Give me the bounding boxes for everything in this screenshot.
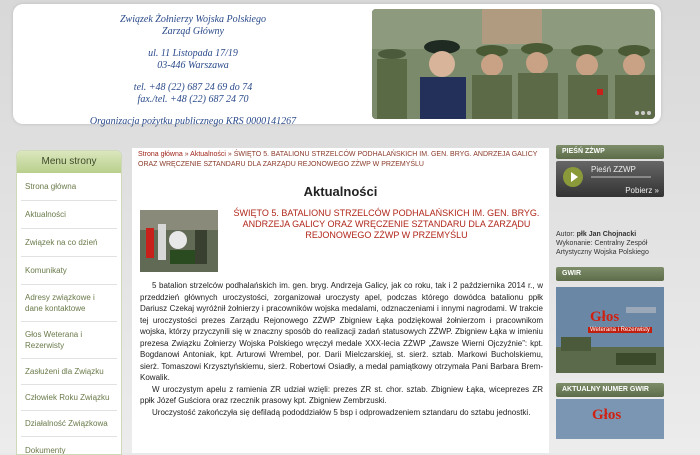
- org-city: 03-446 Warszawa: [157, 60, 229, 71]
- breadcrumb-news[interactable]: Aktualności: [190, 151, 226, 158]
- gwir-box-header: GWIR: [556, 267, 664, 281]
- sidebar-item-activity[interactable]: Działalność Związkowa: [21, 411, 117, 437]
- right-sidebar: [556, 145, 664, 439]
- song-credits: [556, 230, 664, 257]
- current-issue-header: AKTUALNY NUMER GWIR: [556, 383, 664, 397]
- author-label: Autor:: [556, 231, 575, 238]
- sidebar-item-home[interactable]: Strona główna: [21, 173, 117, 201]
- org-phone: tel. +48 (22) 687 24 69 do 74: [133, 82, 253, 93]
- issue-logo: Głos: [592, 407, 622, 423]
- page-title: Aktualności: [303, 184, 378, 199]
- org-board: Zarząd Główny: [162, 26, 224, 37]
- soldiers-illustration: [372, 9, 655, 119]
- sidebar-list: [17, 173, 121, 455]
- article-paragraph: W uroczystym apelu z ramienia ZR udział wzięli: prezes ZR st. chor. sztab. Zbigniew Łąka, wiceprezes ZR ppłk Józef Guściora oraz rzecznik prasowy kpt. Zbigniew Zembrzuski.: [140, 384, 543, 405]
- audio-player: [556, 161, 664, 197]
- breadcrumb-current: ŚWIĘTO 5. BATALIONU STRZELCÓW PODHALAŃSKICH IM. GEN. BRYG. ANDRZEJA GALICY ORAZ WRĘCZENIE SZTANDARU DLA ZARZĄDU REJONOWEGO ZŻWP W PRZEMYŚLU: [138, 151, 538, 168]
- main-content: [132, 148, 549, 453]
- org-krs: Organizacja pożytku publicznego KRS 0000141267: [89, 116, 297, 127]
- download-link[interactable]: Pobierz »: [625, 186, 659, 195]
- author-name: płk Jan Chojnacki: [576, 231, 637, 238]
- article-paragraph: 5 batalion strzelców podhalańskich im. gen. bryg. Andrzeja Galicy, jak co roku, tak i 2 października 2014 r., w przeddzień głównych uroczystości, zorganizował uroczysty apel, podczas którego dowódca batalionu ppłk Dariusz Czekaj wyróżnił żołnierzy i pracowników wojska medalami, odznaczeniami i innymi nagrodami. W trakcie tej uroczystości prezes Zarządu Rejonowego ZŻWP Zbigniew Łąka podziękował żołnierzom i pracownikom wojska, którzy przyczynili się w znaczny sposób do realizacji zadań statusowych ZŻWP. Zbigniew Łąka w imieniu prezesa Związku Żołnierzy Wojska Polskiego wręczył medale XXX-lecia ZŻWP „Zawsze Wierni Ojczyźnie”: kpt. Bogdanowi Antoniak, kpt. Arturowi Wrembel, por. Darii Mielczarskiej, st. sierż. sztab. Markowi Bucholskiemu, sierż. Tomaszowi Krzysztyńskiemu, sierż. Robertowi Osiadły, a medal pamiątkowy otrzymała Pani Barbara Brem-Kowalik.: [140, 281, 543, 382]
- gwir-logo-subtitle: Weterana i Rezerwisty: [590, 327, 650, 333]
- article-photo[interactable]: [140, 210, 218, 272]
- org-street: ul. 11 Listopada 17/19: [148, 48, 238, 59]
- sidebar-item-merited[interactable]: Zasłużeni dla Związku: [21, 359, 117, 385]
- breadcrumb-separator: »: [225, 151, 234, 158]
- sidebar-item-announcements[interactable]: Komunikaty: [21, 257, 117, 285]
- track-title: Pieśń ZZWP: [591, 165, 636, 174]
- sidebar-item-addresses[interactable]: Adresy związkowe i dane kontaktowe: [21, 285, 117, 322]
- song-box-header: PIEŚŃ ZŻWP: [556, 145, 664, 159]
- play-icon[interactable]: [563, 167, 583, 187]
- breadcrumb-home[interactable]: Strona główna: [138, 151, 183, 158]
- sidebar-title: Menu strony: [17, 151, 121, 173]
- gwir-logo: Głos: [590, 309, 620, 325]
- article-body: [140, 280, 543, 418]
- breadcrumb-separator: »: [182, 151, 191, 158]
- site-header: [13, 4, 661, 127]
- performer-text: Wykonanie: Centralny Zespół Artystyczny Wojska Polskiego: [556, 240, 649, 256]
- organization-info: [13, 14, 373, 128]
- progress-bar[interactable]: [591, 176, 651, 178]
- org-name: Związek Żołnierzy Wojska Polskiego: [119, 14, 266, 25]
- current-issue-cover[interactable]: [556, 399, 664, 439]
- gwir-banner[interactable]: [556, 287, 664, 373]
- sidebar-item-daily[interactable]: Związek na co dzień: [21, 229, 117, 257]
- ceremony-illustration: [140, 210, 218, 272]
- breadcrumb: [138, 150, 543, 170]
- sidebar-menu: [16, 150, 122, 455]
- sidebar-item-veteran-voice[interactable]: Głos Weterana i Rezerwisty: [21, 322, 117, 359]
- org-fax: fax./tel. +48 (22) 687 24 70: [137, 94, 249, 105]
- sidebar-item-news[interactable]: Aktualności: [21, 201, 117, 229]
- sidebar-item-person-of-year[interactable]: Człowiek Roku Związku: [21, 385, 117, 411]
- sidebar-item-documents[interactable]: Dokumenty: [21, 437, 117, 455]
- slider-dots[interactable]: [633, 102, 651, 120]
- article-paragraph: Uroczystość zakończyła się defiladą pododdziałów 5 bsp i odprowadzeniem sztandaru do sztabu jednostki.: [152, 407, 531, 417]
- header-photo-soldiers: [372, 9, 655, 119]
- article-title: ŚWIĘTO 5. BATALIONU STRZELCÓW PODHALAŃSKICH IM. GEN. BRYG. ANDRZEJA GALICY ORAZ WRĘCZENIE SZTANDARU DLA ZARZĄDU REJONOWEGO ZŻWP W PRZEMYŚLU: [233, 208, 540, 240]
